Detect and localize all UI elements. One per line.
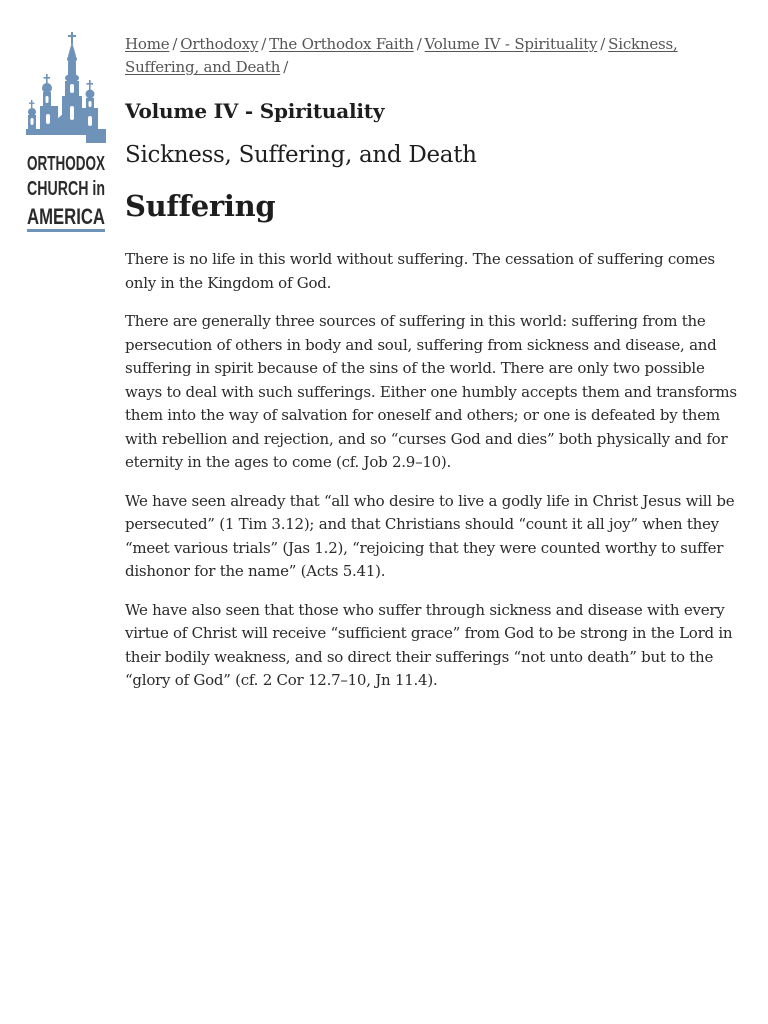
- breadcrumb-volume-iv[interactable]: Volume IV - Spirituality: [424, 35, 598, 53]
- paragraph: We have also seen that those who suffer through sickness and disease with every virtue of Christ will receive “sufficient grace” from God to be strong in the Lord in their bodily weakness, and so direct their sufferings “not unto death” but to the “glory of God” (cf. 2 Cor 12.7–10, Jn 11.4).: [125, 600, 733, 689]
- logo-line2: CHURCH in: [27, 178, 105, 200]
- breadcrumb-separator: /: [416, 35, 422, 53]
- church-logo-icon: [26, 32, 106, 234]
- logo-line3: AMERICA: [27, 204, 106, 229]
- page-title: Suffering: [125, 189, 276, 223]
- breadcrumb-orthodox-faith[interactable]: The Orthodox Faith: [269, 35, 414, 53]
- breadcrumb-separator: /: [261, 35, 267, 53]
- main-content: [125, 33, 743, 708]
- breadcrumb-sickness-suffering-death[interactable]: Sickness, Suffering, and Death: [125, 35, 678, 76]
- paragraph: There are generally three sources of suffering in this world: suffering from the persecution of others in body and soul, suffering from sickness and disease, and suffering in spirit because of the sins of the world. There are only two possible ways to deal with such sufferings. Either one humbly accepts them and transforms them into the way of salvation for oneself and others; or one is defeated by them with rebellion and rejection, and so “curses God and dies” both physically and for eternity in the ages to come (cf. Job 2.9–10).: [125, 312, 737, 471]
- breadcrumb-separator: /: [600, 35, 606, 53]
- paragraph: We have seen already that “all who desire to live a godly life in Christ Jesus will be persecuted” (1 Tim 3.12); and that Christians should “count it all joy” when they “meet various trials” (Jas 1.2), “rejoicing that they were counted worthy to suffer dishonor for the name” (Acts 5.41).: [125, 491, 735, 580]
- breadcrumb-home[interactable]: Home: [125, 35, 170, 53]
- section-title: Sickness, Suffering, and Death: [125, 142, 477, 168]
- breadcrumb: [125, 33, 743, 79]
- logo-line1: ORTHODOX: [27, 153, 106, 175]
- breadcrumb-separator: /: [172, 35, 178, 53]
- article-body: [125, 248, 743, 693]
- breadcrumb-separator: /: [283, 58, 289, 76]
- logo[interactable]: [26, 32, 106, 234]
- volume-title: Volume IV - Spirituality: [125, 99, 385, 123]
- breadcrumb-orthodoxy[interactable]: Orthodoxy: [180, 35, 259, 53]
- paragraph: There is no life in this world without suffering. The cessation of suffering comes only in the Kingdom of God.: [125, 250, 715, 292]
